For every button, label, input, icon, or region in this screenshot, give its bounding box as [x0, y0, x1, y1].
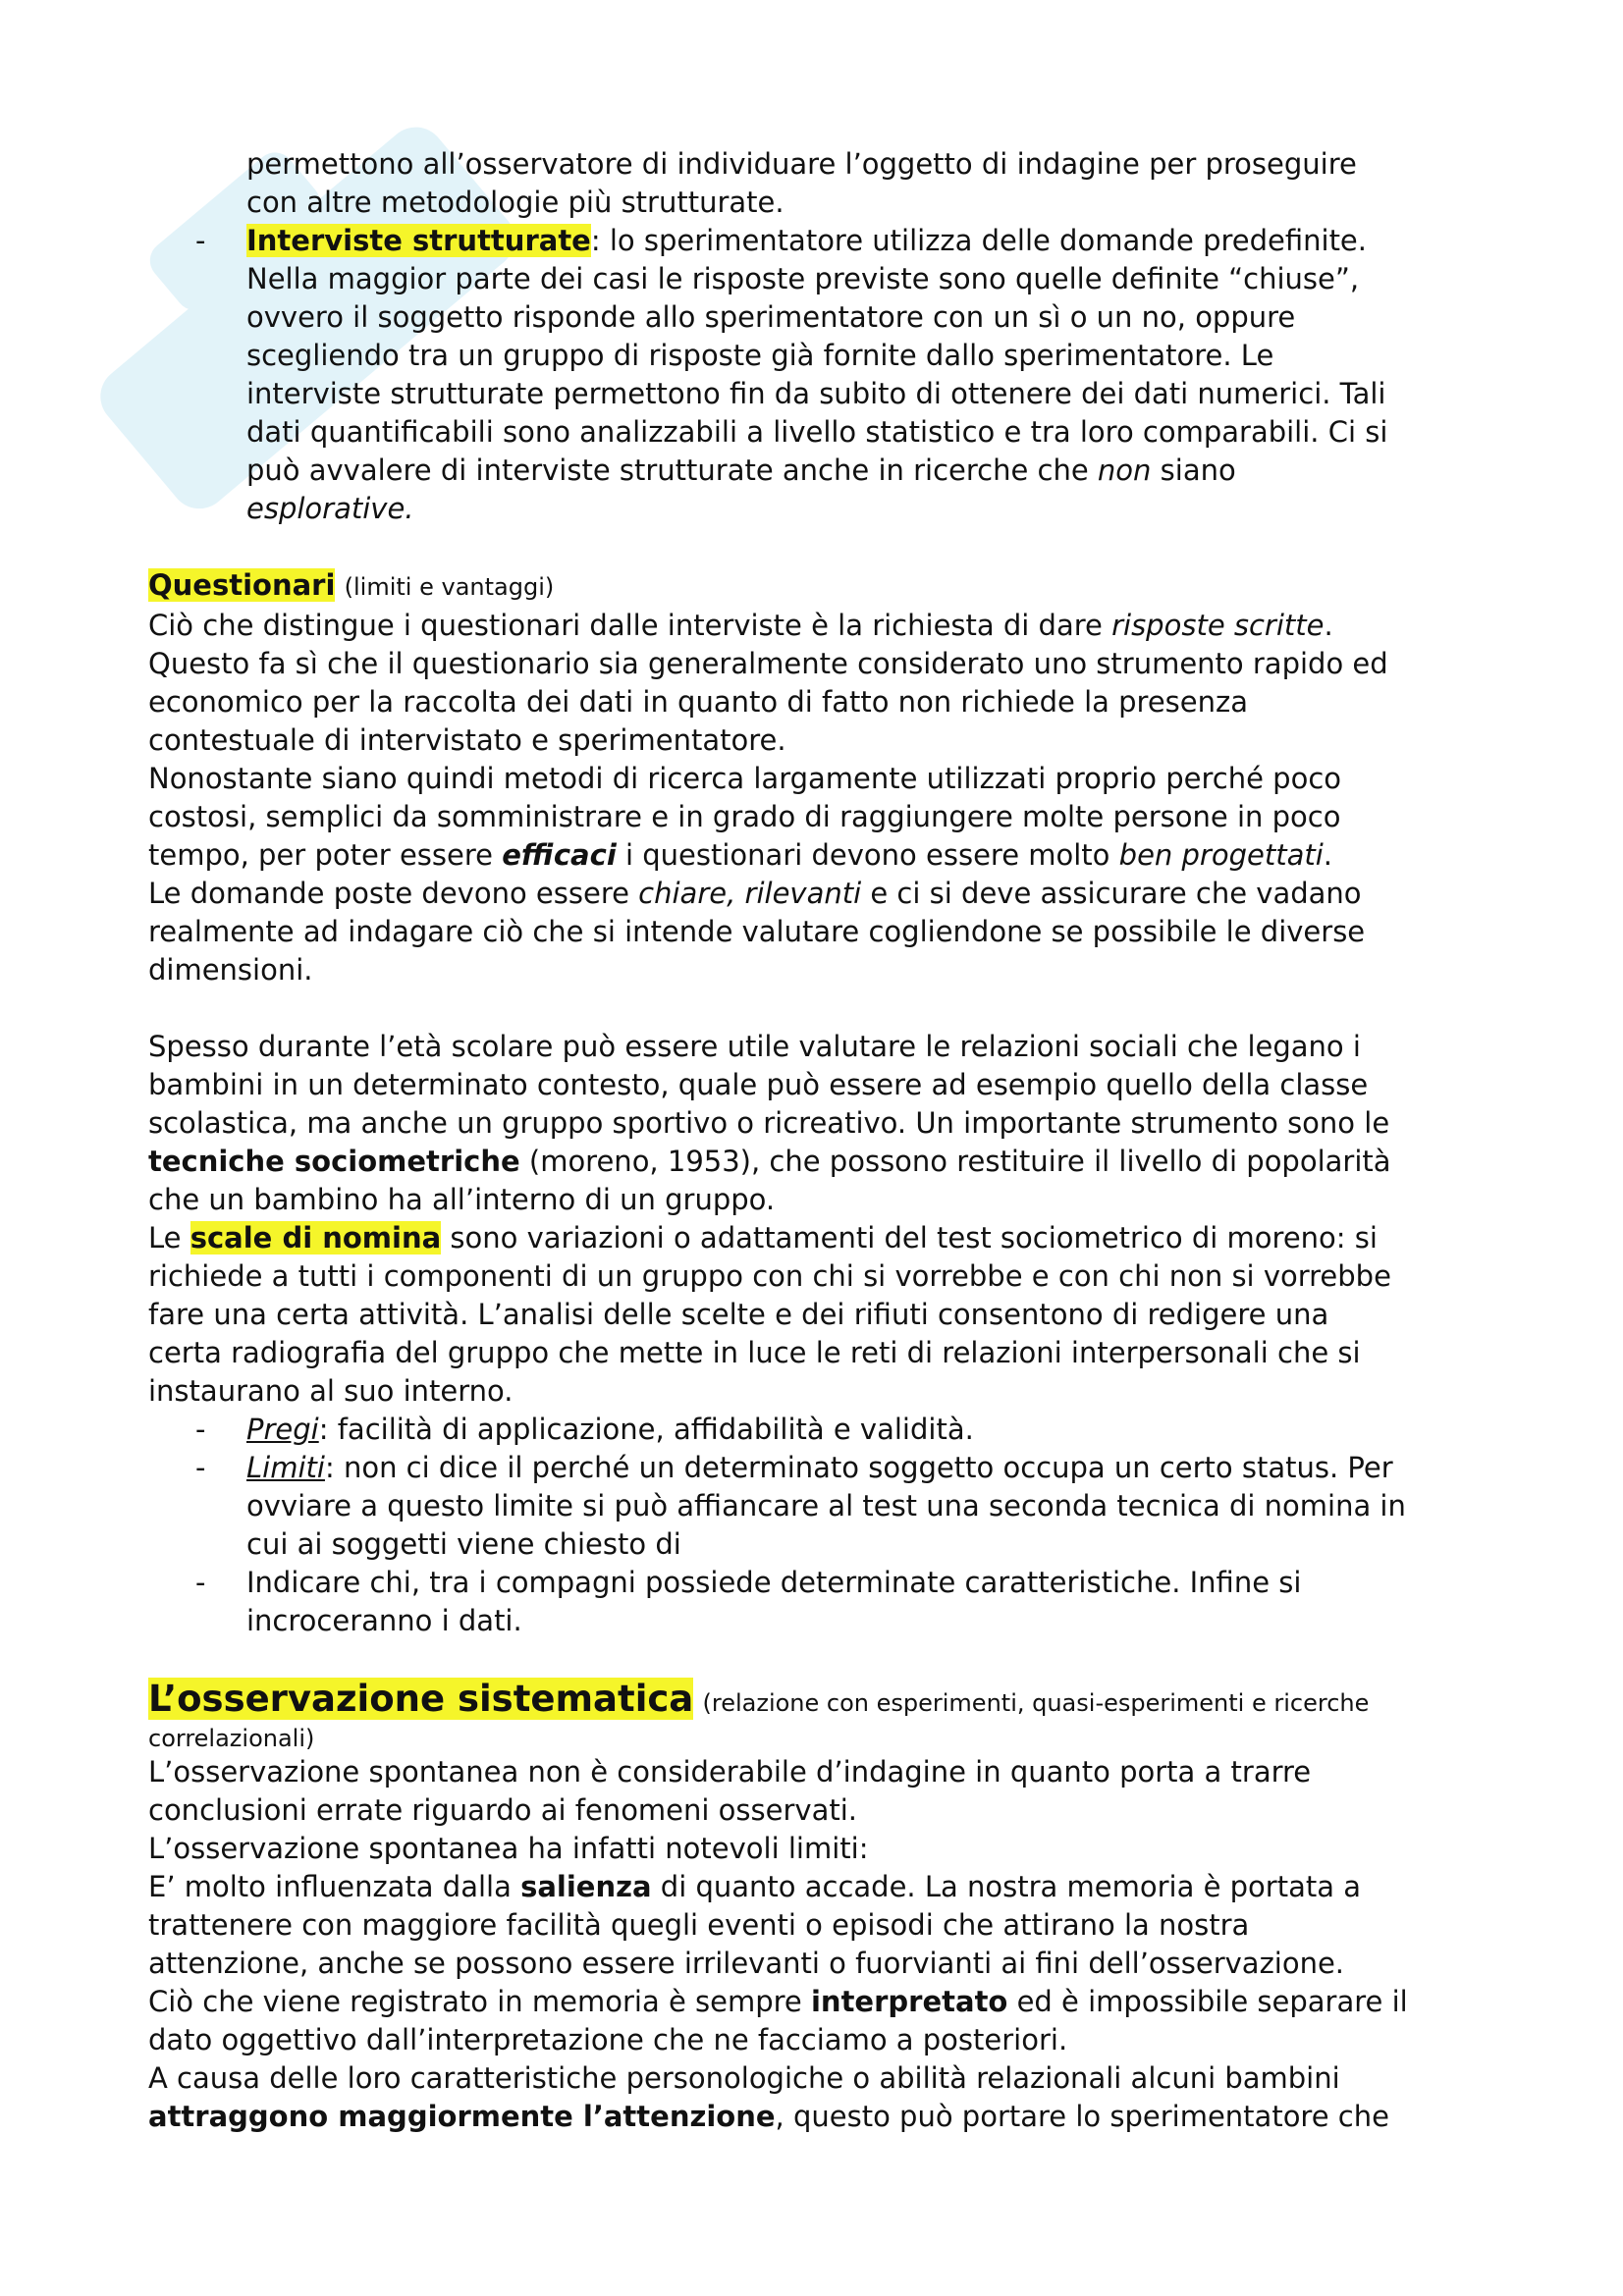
paragraph-line: Spesso durante l’età scolare può essere utile valutare le relazioni sociali che legano i: [148, 1030, 1361, 1063]
paragraph-line: trattenere con maggiore facilità quegli eventi o episodi che attirano la nostra: [148, 1908, 1250, 1942]
paragraph-line: Ciò che distingue i questionari dalle interviste è la richiesta di dare risposte scritte.: [148, 609, 1333, 642]
list-item-text: dati quantificabili sono analizzabili a livello statistico e tra loro comparabili. Ci si: [246, 415, 1388, 449]
list-item-text: ovviare a questo limite si può affiancare al test una seconda tecnica di nomina in: [246, 1489, 1406, 1522]
list-item-text: Limiti: non ci dice il perché un determinato soggetto occupa un certo status. Per: [246, 1451, 1393, 1484]
paragraph-line: contestuale di intervistato e sperimentatore.: [148, 723, 786, 757]
paragraph-line: Le domande poste devono essere chiare, rilevanti e ci si deve assicurare che vadano: [148, 877, 1362, 910]
paragraph-line: tecniche sociometriche (moreno, 1953), che possono restituire il livello di popolarità: [148, 1145, 1391, 1178]
heading-note: (relazione con esperimenti, quasi-esperimenti e ricerche: [702, 1689, 1370, 1717]
intro-line: con altre metodologie più strutturate.: [246, 186, 784, 219]
list-item-text: scegliendo tra un gruppo di risposte già fornite dallo sperimentatore. Le: [246, 339, 1274, 372]
list-item-text: può avvalere di interviste strutturate anche in ricerche che non siano: [246, 454, 1236, 487]
document-page: [148, 145, 1493, 2136]
list-item-text: Indicare chi, tra i compagni possiede determinate caratteristiche. Infine si: [246, 1566, 1302, 1599]
paragraph-line: realmente ad indagare ciò che si intende valutare cogliendone se possibile le diverse: [148, 915, 1366, 948]
heading-note: correlazionali): [148, 1725, 315, 1752]
list-item-text: incroceranno i dati.: [246, 1604, 522, 1637]
paragraph-line: attenzione, anche se possono essere irrilevanti o fuorvianti ai fini dell’osservazione.: [148, 1947, 1345, 1980]
paragraph-line: tempo, per poter essere efficaci i questionari devono essere molto ben progettati.: [148, 838, 1332, 872]
paragraph-line: economico per la raccolta dei dati in quanto di fatto non richiede la presenza: [148, 685, 1248, 719]
bullet-dash: -: [195, 1413, 206, 1446]
bullet-pregi: [148, 1411, 1493, 1449]
bullet-dash: -: [195, 224, 206, 257]
bullet-dash: -: [195, 1566, 206, 1599]
heading-note: (limiti e vantaggi): [344, 573, 555, 601]
paragraph-line: A causa delle loro caratteristiche personologiche o abilità relazionali alcuni bambini: [148, 2061, 1340, 2095]
highlight-heading: L’osservazione sistematica: [148, 1678, 694, 1720]
highlight-term: scale di nomina: [189, 1221, 442, 1255]
paragraph-line: Questo fa sì che il questionario sia generalmente considerato uno strumento rapido ed: [148, 647, 1388, 680]
bullet-indicare: [148, 1564, 1493, 1640]
section-heading-questionari: [148, 566, 1493, 607]
paragraph-line: Le scale di nomina sono variazioni o adattamenti del test sociometrico di moreno: si: [148, 1221, 1378, 1255]
paragraph-line: bambini in un determinato contesto, quale può essere ad esempio quello della classe: [148, 1068, 1369, 1101]
list-item-text: cui ai soggetti viene chiesto di: [246, 1527, 681, 1561]
paragraph-line: Ciò che viene registrato in memoria è sempre interpretato ed è impossibile separare il: [148, 1985, 1408, 2018]
paragraph-line: dimensioni.: [148, 953, 313, 987]
list-item-text: Pregi: facilità di applicazione, affidabilità e validità.: [246, 1413, 974, 1446]
list-item-text: interviste strutturate permettono fin da subito di ottenere dei dati numerici. Tali: [246, 377, 1386, 410]
bullet-limiti: [148, 1449, 1493, 1564]
list-item-text: ovvero il soggetto risponde allo sperimentatore con un sì o un no, oppure: [246, 300, 1296, 334]
paragraph-line: che un bambino ha all’interno di un gruppo.: [148, 1183, 776, 1216]
list-item-text: Nella maggior parte dei casi le risposte previste sono quelle definite “chiuse”,: [246, 262, 1360, 295]
paragraph-line: richiede a tutti i componenti di un gruppo con chi si vorrebbe e con chi non si vorrebbe: [148, 1259, 1391, 1293]
paragraph-line: L’osservazione spontanea ha infatti notevoli limiti:: [148, 1832, 869, 1865]
bullet-dash: -: [195, 1451, 206, 1484]
paragraph-line: L’osservazione spontanea non è considerabile d’indagine in quanto porta a trarre: [148, 1755, 1312, 1789]
paragraph-line: costosi, semplici da somministrare e in grado di raggiungere molte persone in poco: [148, 800, 1341, 833]
highlight-term: Interviste strutturate: [246, 224, 591, 257]
section-heading-osservazione: [148, 1679, 1493, 1724]
highlight-term: Questionari: [148, 568, 336, 602]
paragraph-line: certa radiografia del gruppo che mette in luce le reti di relazioni interpersonali che si: [148, 1336, 1361, 1369]
list-item-text: Interviste strutturate: lo sperimentatore utilizza delle domande predefinite.: [246, 224, 1367, 257]
paragraph-line: fare una certa attività. L’analisi delle scelte e dei rifiuti consentono di redigere una: [148, 1298, 1329, 1331]
paragraph-line: scolastica, ma anche un gruppo sportivo o ricreativo. Un importante strumento sono le: [148, 1106, 1390, 1140]
paragraph-line: attraggono maggiormente l’attenzione, questo può portare lo sperimentatore che: [148, 2100, 1389, 2133]
paragraph-line: dato oggettivo dall’interpretazione che ne facciamo a posteriori.: [148, 2023, 1068, 2056]
intro-line: permettono all’osservatore di individuare l’oggetto di indagine per proseguire: [246, 147, 1357, 181]
paragraph-line: instaurano al suo interno.: [148, 1374, 514, 1408]
bullet-interviste-strutturate: [148, 222, 1493, 528]
list-item-text: esplorative.: [246, 492, 414, 525]
paragraph-line: E’ molto influenzata dalla salienza di quanto accade. La nostra memoria è portata a: [148, 1870, 1361, 1903]
paragraph-line: conclusioni errate riguardo ai fenomeni osservati.: [148, 1793, 857, 1827]
paragraph-line: Nonostante siano quindi metodi di ricerca largamente utilizzati proprio perché poco: [148, 762, 1342, 795]
